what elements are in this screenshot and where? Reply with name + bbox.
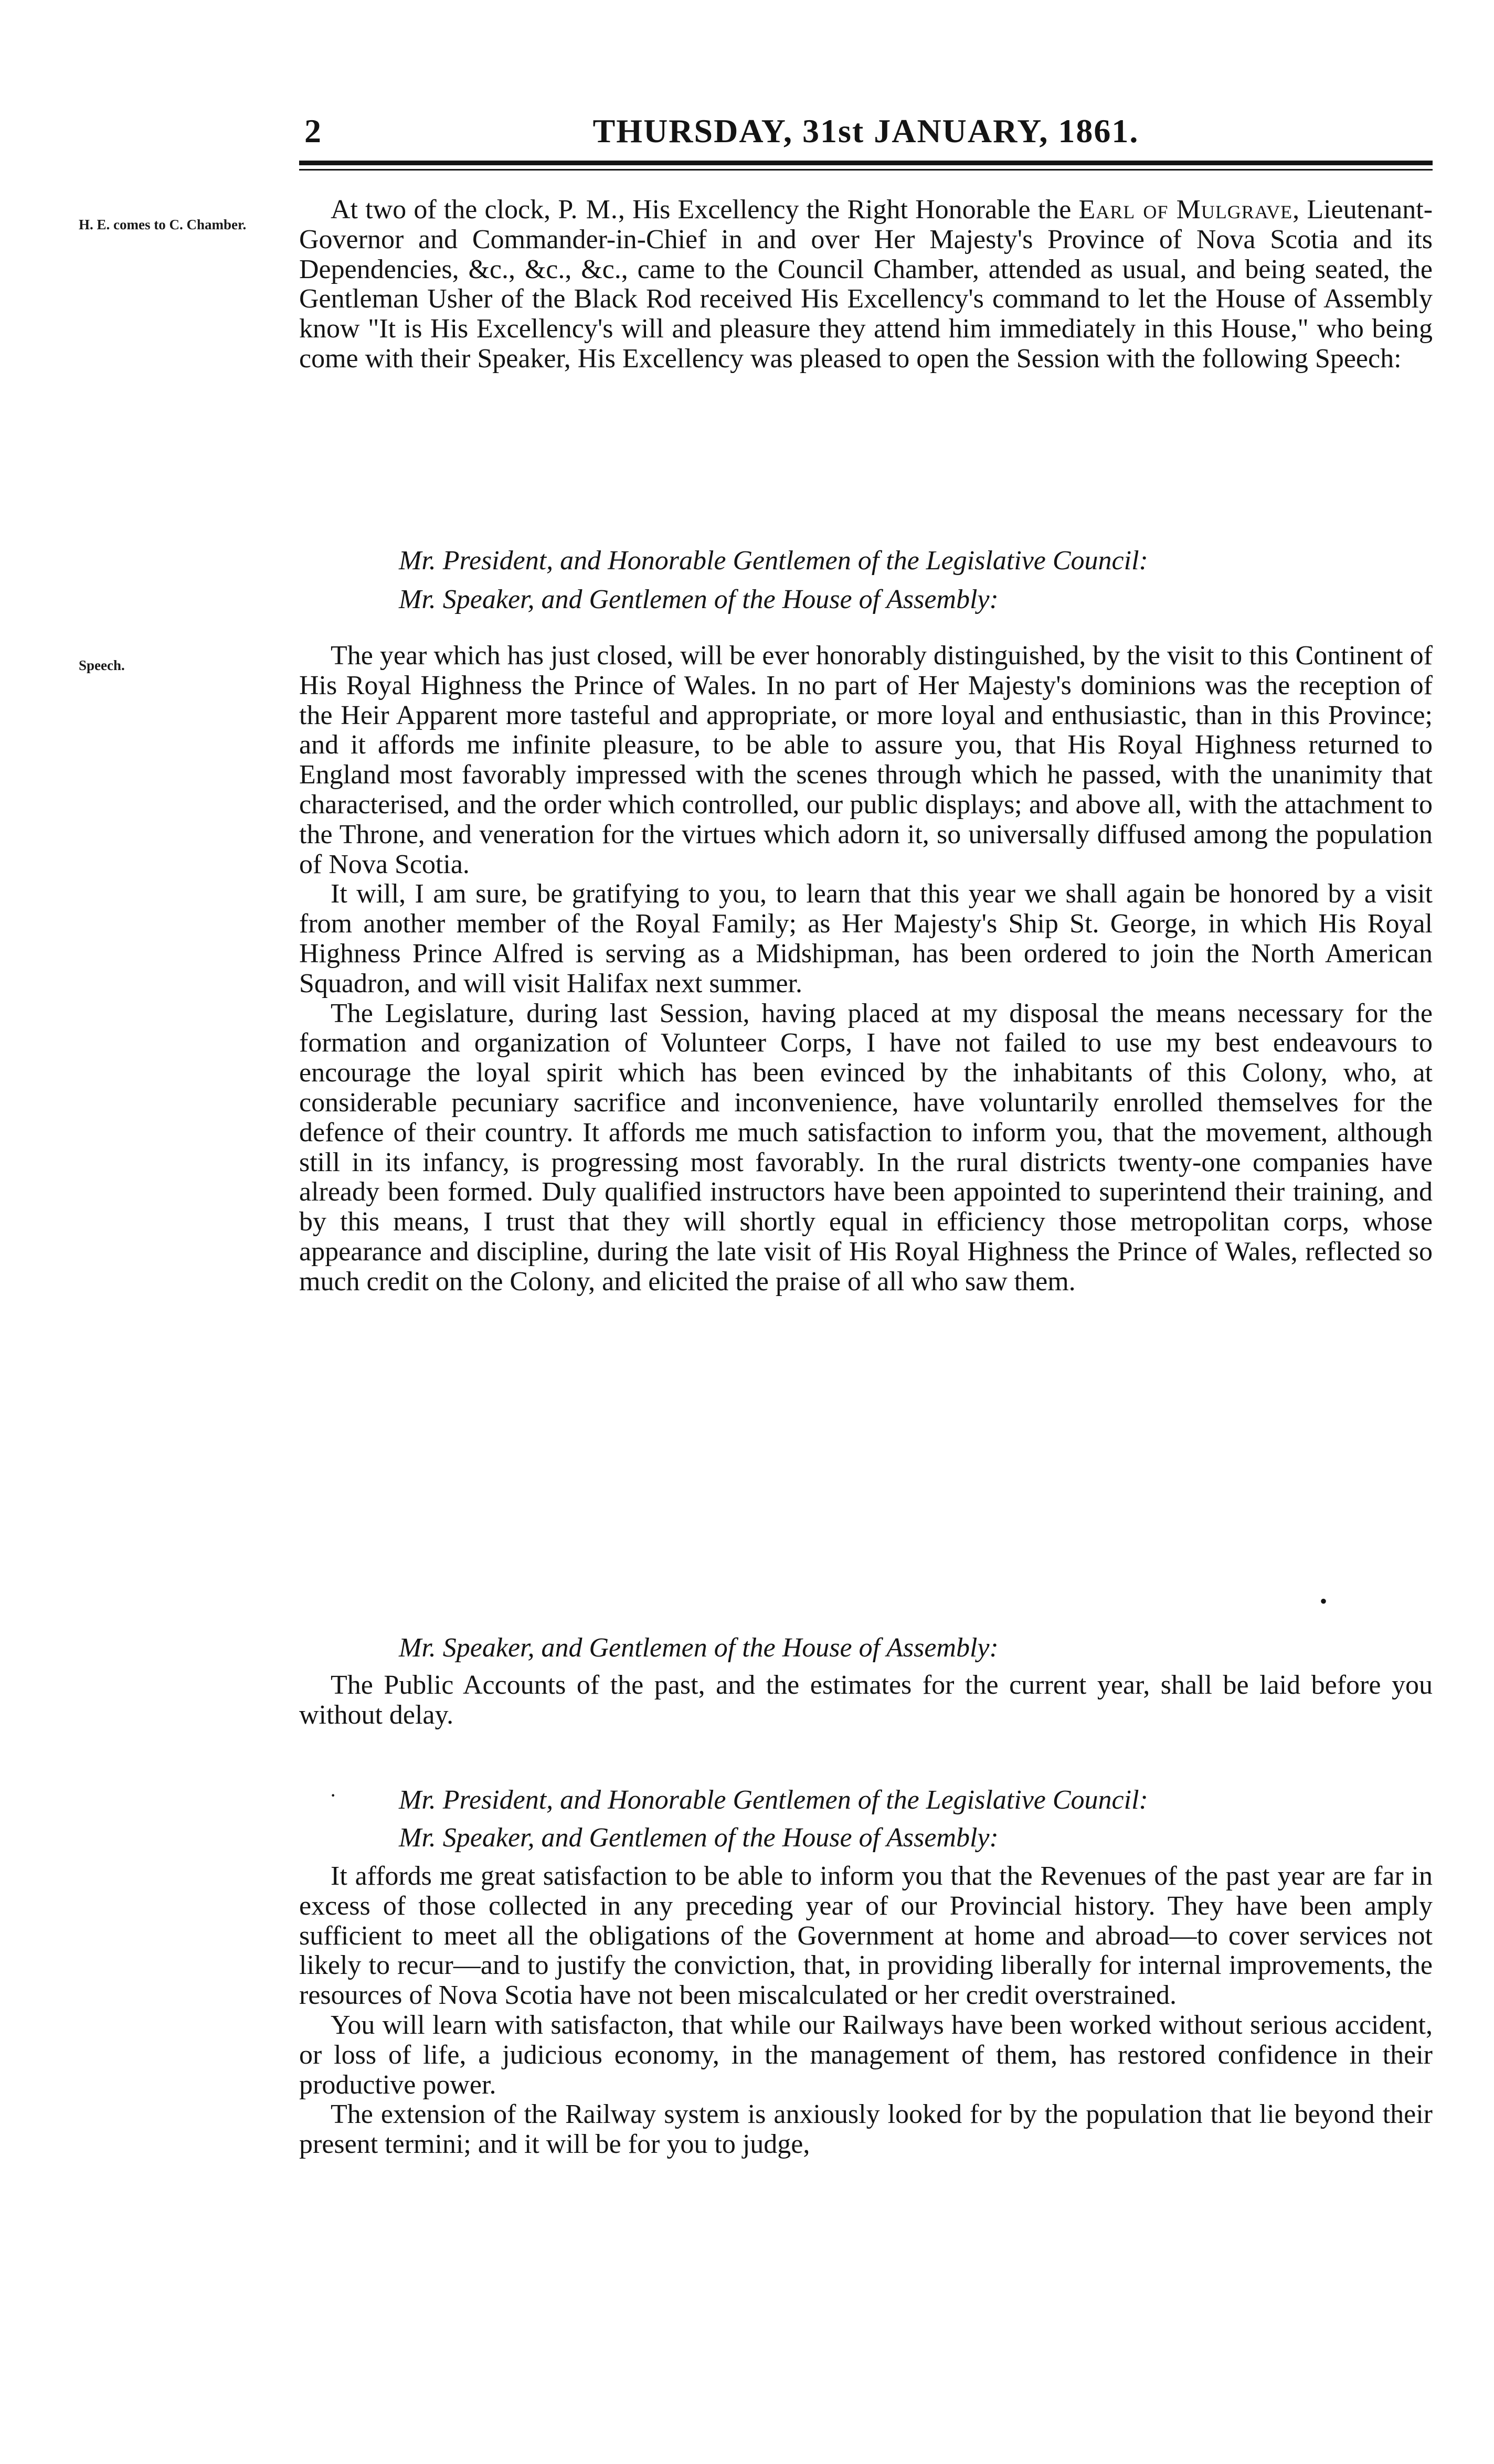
opening-mid: , His Excellency the Right Honorable the	[618, 195, 1079, 225]
opening-lead: At two of the clock,	[331, 195, 558, 225]
margin-note-speech: Speech.	[79, 657, 125, 673]
page-header	[299, 110, 1433, 152]
speech-paragraph: The Public Accounts of the past, and the estimates for the current year, shall be laid before you without delay.	[299, 1670, 1433, 1730]
speech-paragraph: It affords me great satisfaction to be able to inform you that the Revenues of the past year are far in excess of those collected in any preceding year of our Provincial history. They have been amply sufficient to meet all the obligations of the Government at home and abroad—to cover services not likely to recur—and to justify the conviction, that, in providing liberally for internal improvements, the resources of Nova Scotia have not been miscalculated or her credit overstrained.	[299, 1861, 1433, 2011]
salutation-assembly-3: Mr. Speaker, and Gentlemen of the House of Assembly:	[399, 1823, 999, 1853]
speech-section-3	[299, 1862, 1433, 2160]
print-speck: ·	[330, 1783, 337, 1807]
opening-earl-name: Earl of Mulgrave	[1078, 195, 1293, 225]
speech-paragraph: You will learn with satisfacton, that while our Railways have been worked without serious accident, or loss of life, a judicious economy, in the management of them, has restored confidence in their productive power.	[299, 2010, 1433, 2100]
speech-section-2	[299, 1671, 1433, 1730]
header-rule-thin	[299, 169, 1433, 171]
speech-paragraph: The extension of the Railway system is anxiously looked for by the population that lie beyond their present termini; and it will be for you to judge,	[299, 2099, 1433, 2160]
salutation-council-2: Mr. President, and Honorable Gentlemen of the Legislative Council:	[399, 1785, 1148, 1815]
salutation-council-1: Mr. President, and Honorable Gentlemen of the Legislative Council:	[399, 546, 1148, 576]
print-speck: •	[1320, 1589, 1328, 1613]
running-head: THURSDAY, 31st JANUARY, 1861.	[592, 112, 1139, 150]
speech-section-1	[299, 641, 1433, 1297]
speech-paragraph: The Legislature, during last Session, having placed at my disposal the means necessary for the formation and organization of Volunteer Corps, I have not failed to use my best endeavours to encourage the loyal spirit which has been evinced by the inhabitants of this Colony, who, at considerable pecuniary sacrifice and inconvenience, have voluntarily enrolled themselves for the defence of their country. It affords me much satisfaction to inform you, that the movement, although still in its infancy, is progressing most favorably. In the rural districts twenty-one companies have already been formed. Duly qualified instructors have been appointed to superintend their training, and by this means, I trust that they will shortly equal in efficiency those metropolitan corps, whose appearance and discipline, during the late visit of His Royal Highness the Prince of Wales, reflected so much credit on the Colony, and elicited the praise of all who saw them.	[299, 998, 1433, 1297]
speech-paragraph: The year which has just closed, will be ever honorably distinguished, by the visit to this Continent of His Royal Highness the Prince of Wales. In no part of Her Majesty's dominions was the reception of the Heir Apparent more tasteful and appropriate, or more loyal and enthusiastic, than in this Province; and it affords me infinite pleasure, to be able to assure you, that His Royal Highness returned to England most favorably impressed with the scenes through which he passed, with the unanimity that characterised, and the order which controlled, our public displays; and above all, with the attachment to the Throne, and veneration for the virtues which adorn it, so universally diffused among the population of Nova Scotia.	[299, 641, 1433, 879]
opening-paragraph	[299, 195, 1433, 374]
header-rule-thick	[299, 161, 1433, 165]
page-number: 2	[304, 112, 321, 150]
salutation-assembly-2: Mr. Speaker, and Gentlemen of the House of Assembly:	[399, 1633, 999, 1663]
margin-note-comes-to-chamber: H. E. comes to C. Chamber.	[79, 217, 247, 232]
opening-time: P. M.	[558, 195, 618, 225]
opening-rest: , Lieutenant-Governor and Commander-in-Chief in and over Her Majesty's Province of Nova Scotia and its Dependencies, &c., &c., &c., came to the Council Chamber, attended as usual, and being seated, the Gentleman Usher of the Black Rod received His Excellency's command to let the House of Assembly know "It is His Excellency's will and pleasure they attend him immediately in this House," who being come with their Speaker, His Excellency was pleased to open the Session with the following Speech:	[299, 195, 1433, 374]
salutation-assembly-1: Mr. Speaker, and Gentlemen of the House of Assembly:	[399, 585, 999, 614]
speech-paragraph: It will, I am sure, be gratifying to you, to learn that this year we shall again be honored by a visit from another member of the Royal Family; as Her Majesty's Ship St. George, in which His Royal Highness Prince Alfred is serving as a Midshipman, has been ordered to join the North American Squadron, and will visit Halifax next summer.	[299, 879, 1433, 999]
